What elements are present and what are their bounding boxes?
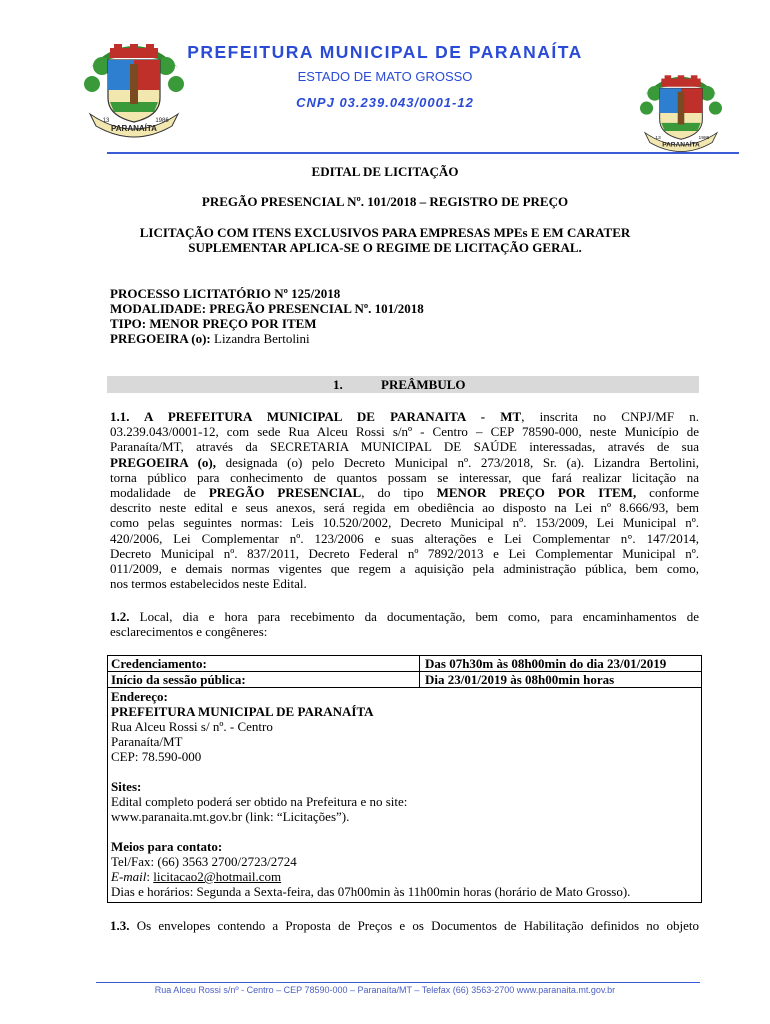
schedule-table (107, 655, 702, 903)
municipal-crest-right (626, 72, 736, 154)
crest-year-right-b: 1986 (698, 136, 710, 142)
p12-number: 1.2. (110, 609, 130, 624)
sites-line1: Edital completo poderá ser obtido na Prefeitura e no site: (111, 794, 408, 809)
exclusivos-heading-line1: LICITAÇÃO COM ITENS EXCLUSIVOS PARA EMPRESAS MPEs E EM CARATER (139, 225, 631, 240)
p11-line: 03.239.043/0001-12, com sede Rua Alceu Rossi s/nº - Centro – CEP 78590-000, neste Município de (110, 424, 699, 440)
header-divider (107, 152, 739, 154)
p11-bold-modalidade: PREGÃO PRESENCIAL (208, 485, 362, 501)
processo-line: PROCESSO LICITATÓRIO Nº 125/2018 (110, 286, 341, 301)
p11-text: designada (o) pelo Decreto Municipal nº. 273/2018, Sr. (a). Lizandra Bertolini, (216, 454, 699, 470)
pregoeira-label: PREGOEIRA (o): (110, 331, 211, 346)
sessao-label: Início da sessão pública: (108, 672, 420, 687)
footer-address: Rua Alceu Rossi s/nº - Centro – CEP 78590-000 – Paranaíta/MT – Telefax (66) 3563-2700 www.paranaita.mt.gov.br (154, 985, 616, 995)
email-link[interactable]: licitacao2@hotmail.com (153, 869, 282, 884)
header-state: ESTADO DE MATO GROSSO (297, 69, 473, 84)
crest-ribbon-text-left: PARANAÍTA (111, 124, 157, 133)
p11-bold-pregoeira: PREGOEIRA (o), (110, 454, 216, 470)
tipo-line: TIPO: MENOR PREÇO POR ITEM (110, 316, 317, 331)
pregoeira-line (110, 331, 310, 346)
endereco-street: Rua Alceu Rossi s/ nº. - Centro (111, 719, 273, 734)
address-cell (108, 688, 701, 902)
p12-text: Local, dia e hora para recebimento da documentação, bem como, para encaminhamentos de (129, 609, 699, 624)
pregao-heading: PREGÃO PRESENCIAL Nº. 101/2018 – REGISTRO DE PREÇO (201, 194, 569, 209)
p11-bold-lead: 1.1. A PREFEITURA MUNICIPAL DE PARANAITA - MT (110, 409, 522, 424)
p13-number: 1.3. (110, 918, 130, 933)
sessao-value: Dia 23/01/2019 às 08h00min horas (425, 672, 615, 687)
p11-line: torna público para conhecimento de quantos possam se interessar, que fará realizar licitação na (110, 469, 699, 485)
endereco-label: Endereço: (111, 689, 168, 704)
table-row (108, 672, 701, 688)
email-label: E-mail (111, 869, 147, 884)
exclusivos-heading-line2: SUPLEMENTAR APLICA-SE O REGIME DE LICITAÇÃO GERAL. (188, 240, 582, 255)
paragraph-1-2 (110, 609, 699, 639)
p11-line: como pelas seguintes normas: Leis 10.520/2002, Decreto Municipal nº. 153/2009, Lei Municipal nº. (110, 515, 699, 531)
p11-line: Decreto Municipal nº. 837/2011, Decreto Federal nº 7892/2013 e Lei Complementar Municipal nº. (110, 545, 699, 561)
p11-text: , inscrita no CNPJ/MF n. (521, 409, 699, 424)
endereco-city: Paranaíta/MT (111, 734, 183, 749)
pregoeira-name: Lizandra Bertolini (214, 331, 310, 346)
p12-line (110, 609, 699, 624)
paragraph-1-3 (110, 918, 699, 933)
p12-line: esclarecimentos e congêneres: (110, 624, 268, 640)
p11-line: 011/2009, e demais normas vigentes que regem a aquisição pela administração pública, bem como, (110, 561, 699, 577)
sites-label: Sites: (111, 779, 142, 794)
p11-line: 420/2006, Lei Complementar nº. 123/2006 e suas alterações e Lei Complementar n°. 147/2014, (110, 530, 699, 546)
edital-heading: EDITAL DE LICITAÇÃO (311, 164, 459, 179)
p11-line: descrito neste edital e seus anexos, será regida em obediência ao disposto na Lei nº 8.666/93, bem (110, 500, 699, 516)
credenciamento-label: Credenciamento: (108, 656, 420, 671)
horarios-line: Dias e horários: Segunda a Sexta-feira, das 07h00min às 11h00min horas (horário de Mato Grosso). (111, 884, 631, 899)
section-title: PREÂMBULO (381, 377, 466, 392)
p13-text: Os envelopes contendo a Proposta de Preços e os Documentos de Habilitação definidos no objeto (129, 918, 699, 933)
paragraph-1-1 (110, 409, 699, 591)
crest-year-right-a: 13 (655, 136, 661, 142)
tel-line: Tel/Fax: (66) 3563 2700/2723/2724 (111, 854, 297, 869)
p11-text: , do tipo (361, 485, 437, 501)
endereco-name: PREFEITURA MUNICIPAL DE PARANAÍTA (111, 704, 374, 719)
p11-line (110, 485, 699, 500)
email-line: E-mail: licitacao2@hotmail.com (111, 869, 282, 884)
p11-text: conforme (636, 485, 699, 501)
header-cnpj: CNPJ 03.239.043/0001-12 (296, 95, 474, 110)
crest-year-left-a: 13 (102, 118, 110, 124)
header-title: PREFEITURA MUNICIPAL DE PARANAÍTA (187, 42, 583, 62)
endereco-cep: CEP: 78.590-000 (111, 749, 202, 764)
p11-line: nos termos estabelecidos neste Edital. (110, 576, 307, 592)
p11-text: modalidade de (110, 485, 209, 501)
sites-line2: www.paranaita.mt.gov.br (link: “Licitações”). (111, 809, 350, 824)
meios-label: Meios para contato: (111, 839, 223, 854)
p11-line (110, 409, 699, 424)
modalidade-line: MODALIDADE: PREGÃO PRESENCIAL Nº. 101/2018 (110, 301, 424, 316)
crest-year-left-b: 1986 (155, 118, 169, 124)
p11-line (110, 455, 699, 470)
section-number: 1. (333, 377, 343, 392)
table-row (108, 656, 701, 672)
footer-divider (96, 982, 700, 983)
credenciamento-value: Das 07h30m às 08h00min do dia 23/01/2019 (425, 656, 667, 671)
p11-line: Paranaíta/MT, através da SECRETARIA MUNICIPAL DE SAÚDE interessadas, através de sua (110, 439, 699, 455)
p13-line (110, 918, 699, 933)
p11-bold-tipo: MENOR PREÇO POR ITEM, (436, 485, 637, 501)
crest-ribbon-text-right: PARANAÍTA (662, 141, 700, 149)
